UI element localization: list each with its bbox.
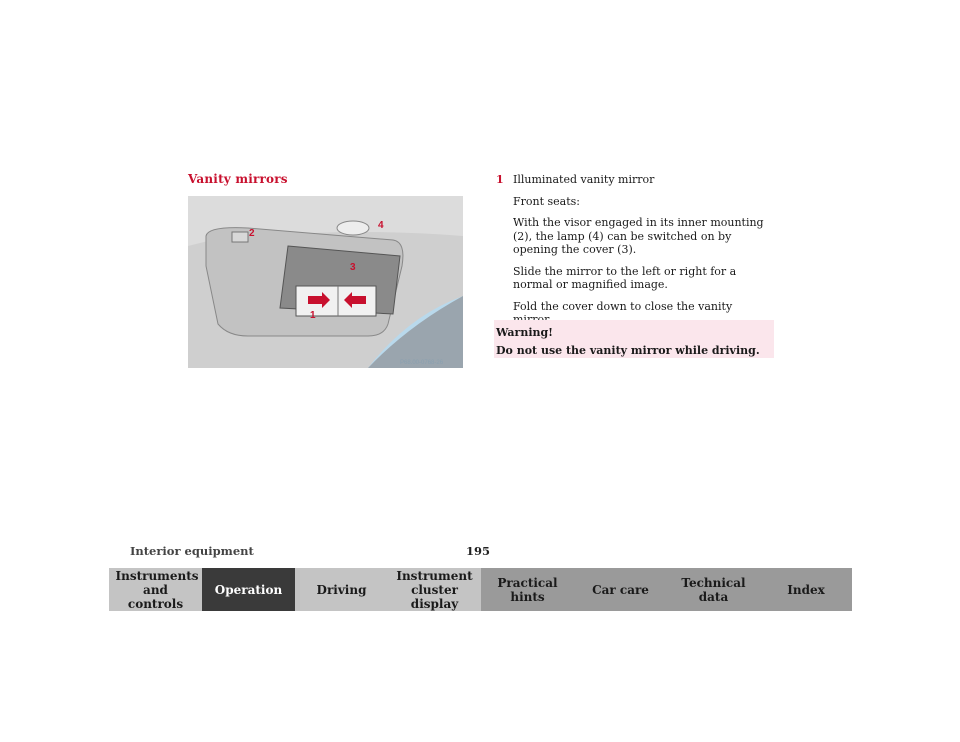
- tab-instruments-and-controls[interactable]: Instruments and controls: [109, 568, 202, 611]
- vanity-mirror-drawing: [188, 196, 463, 368]
- item-label: Illuminated vanity mirror: [513, 173, 655, 186]
- callout-3: 3: [350, 262, 356, 273]
- callout-1: 1: [310, 310, 316, 321]
- item-heading: [494, 173, 774, 187]
- tab-operation[interactable]: Operation: [202, 568, 295, 611]
- page-number: 195: [466, 544, 491, 558]
- item-number: 1: [496, 173, 504, 186]
- paragraph-front-seats: Front seats:: [513, 194, 580, 208]
- tab-technical-data[interactable]: Technical data: [667, 568, 760, 611]
- paragraph-slide: Slide the mirror to the left or right for a normal or magnified image.: [513, 264, 737, 291]
- tab-car-care[interactable]: Car care: [574, 568, 667, 611]
- vanity-mirror-illustration: [188, 196, 463, 368]
- paragraph-fold: Fold the cover down to close the vanity: [513, 299, 733, 313]
- warning-title: Warning!: [496, 326, 554, 339]
- chapter-nav: [109, 568, 852, 611]
- section-title: Vanity mirrors: [188, 172, 288, 186]
- warning-box: [494, 320, 774, 358]
- callout-4: 4: [378, 220, 384, 231]
- paragraph-lamp: With the visor engaged in its inner mounting (2), the lamp (4) can be switched on by opening the cover (3).: [513, 216, 764, 256]
- callout-2: 2: [249, 228, 255, 239]
- tab-driving[interactable]: Driving: [295, 568, 388, 611]
- instructions-column: [494, 173, 774, 335]
- tab-index[interactable]: Index: [760, 568, 852, 611]
- tab-practical-hints[interactable]: Practical hints: [481, 568, 574, 611]
- figure-code: P68.00-0768-26: [400, 360, 444, 366]
- warning-text: Do not use the vanity mirror while driving.: [496, 344, 760, 357]
- tab-instrument-cluster-display[interactable]: Instrument cluster display: [388, 568, 481, 611]
- footer-section-name: Interior equipment: [130, 544, 254, 558]
